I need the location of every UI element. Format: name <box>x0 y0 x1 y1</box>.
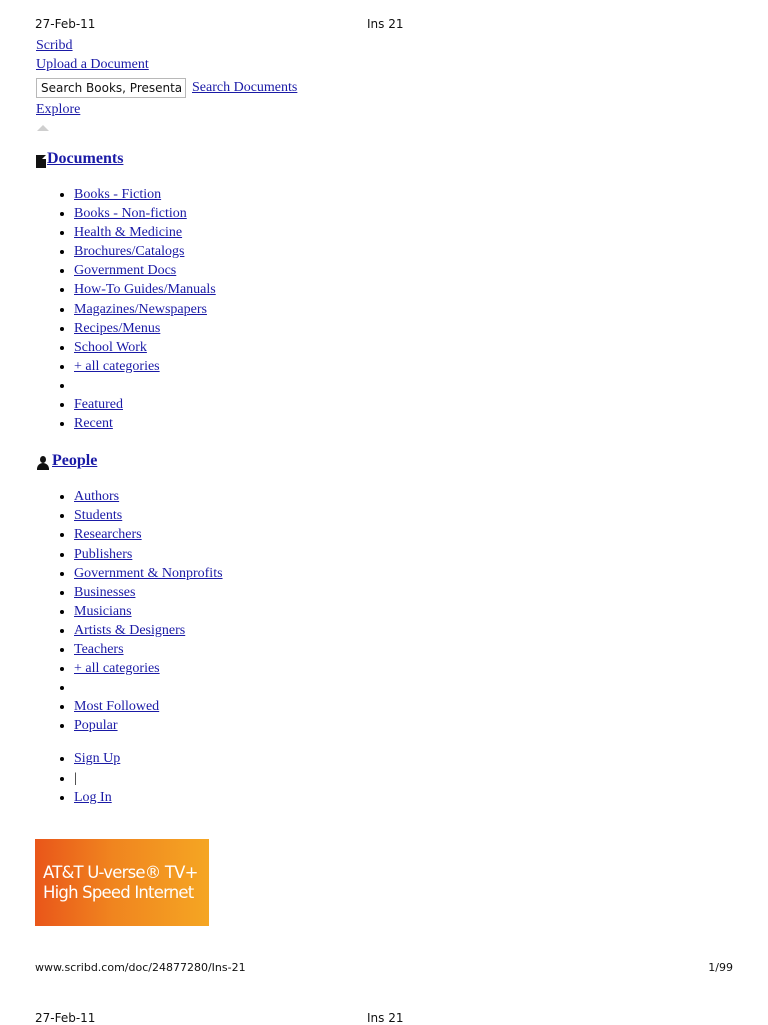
scribd-link[interactable]: Scribd <box>36 38 73 53</box>
ad-line-1: AT&T U-verse® TV+ <box>43 862 198 882</box>
list-item <box>74 487 736 506</box>
list-item <box>74 640 736 659</box>
popular-link[interactable]: Popular <box>74 718 118 734</box>
list-item-empty <box>74 376 736 395</box>
sign-up-link[interactable]: Sign Up <box>74 751 121 767</box>
list-item <box>74 621 736 640</box>
upload-document-link[interactable]: Upload a Document <box>36 57 149 72</box>
list-item <box>74 319 736 338</box>
list-item <box>74 242 736 261</box>
category-link[interactable]: Books - Fiction <box>74 187 162 202</box>
people-all-categories-link[interactable]: + all categories <box>74 661 160 677</box>
search-documents-link[interactable]: Search Documents <box>192 80 298 95</box>
list-item <box>74 602 736 621</box>
list-item <box>74 395 736 414</box>
documents-heading <box>36 149 736 168</box>
list-item <box>74 697 736 716</box>
people-heading <box>36 451 736 470</box>
documents-list <box>36 185 736 433</box>
people-link[interactable]: People <box>52 452 98 470</box>
people-category-link[interactable]: Authors <box>74 489 120 505</box>
separator: | <box>74 770 77 786</box>
list-item <box>74 545 736 564</box>
category-link[interactable]: Recipes/Menus <box>74 320 161 336</box>
page-content <box>36 36 736 807</box>
category-link[interactable]: How-To Guides/Manuals <box>74 282 216 298</box>
print-header-title: Ins 21 <box>367 17 404 31</box>
people-category-link[interactable]: Publishers <box>74 546 133 562</box>
category-link[interactable]: Brochures/Catalogs <box>74 244 185 260</box>
category-link[interactable]: Government Docs <box>74 263 177 279</box>
list-item <box>74 414 736 433</box>
category-link[interactable]: School Work <box>74 339 147 355</box>
people-category-link[interactable]: Students <box>74 508 123 524</box>
print-header-date-bottom: 27-Feb-11 <box>35 1011 96 1025</box>
search-row <box>36 76 736 100</box>
print-header-date: 27-Feb-11 <box>35 17 96 31</box>
ad-line-2: High Speed Internet <box>43 882 194 902</box>
log-in-link[interactable]: Log In <box>74 789 112 805</box>
document-icon <box>36 155 46 168</box>
print-footer-url: www.scribd.com/doc/24877280/Ins-21 <box>35 961 246 974</box>
people-category-link[interactable]: Teachers <box>74 641 124 657</box>
list-item <box>74 338 736 357</box>
list-item <box>74 506 736 525</box>
explore-link[interactable]: Explore <box>36 102 81 117</box>
print-header-title-bottom: Ins 21 <box>367 1011 404 1025</box>
category-link[interactable]: Magazines/Newspapers <box>74 301 207 317</box>
list-item <box>74 204 736 223</box>
person-icon <box>36 456 50 470</box>
list-item <box>74 564 736 583</box>
people-category-link[interactable]: Researchers <box>74 527 142 543</box>
list-item <box>74 716 736 735</box>
search-input[interactable] <box>36 78 186 98</box>
list-item <box>74 659 736 678</box>
list-item-empty <box>74 678 736 697</box>
category-link[interactable]: Health & Medicine <box>74 225 183 241</box>
most-followed-link[interactable]: Most Followed <box>74 699 160 715</box>
list-item <box>74 749 736 768</box>
list-item <box>74 583 736 602</box>
people-list <box>36 487 736 735</box>
recent-link[interactable]: Recent <box>74 416 113 432</box>
print-footer-page-number: 1/99 <box>708 961 733 974</box>
people-category-link[interactable]: Businesses <box>74 584 136 600</box>
list-item <box>74 300 736 319</box>
people-category-link[interactable]: Government & Nonprofits <box>74 565 223 581</box>
auth-list <box>36 749 736 806</box>
list-item <box>74 788 736 807</box>
list-item <box>74 357 736 376</box>
all-categories-link[interactable]: + all categories <box>74 358 160 374</box>
att-advertisement[interactable] <box>35 839 209 926</box>
list-item <box>74 261 736 280</box>
documents-link[interactable]: Documents <box>47 150 124 167</box>
people-category-link[interactable]: Artists & Designers <box>74 622 186 638</box>
list-item <box>74 769 736 788</box>
category-link[interactable]: Books - Non-fiction <box>74 206 187 222</box>
list-item <box>74 223 736 242</box>
list-item <box>74 525 736 544</box>
list-item <box>74 280 736 299</box>
people-category-link[interactable]: Musicians <box>74 603 132 619</box>
list-item <box>74 185 736 204</box>
collapse-arrow-icon[interactable] <box>37 125 49 131</box>
featured-link[interactable]: Featured <box>74 397 123 413</box>
